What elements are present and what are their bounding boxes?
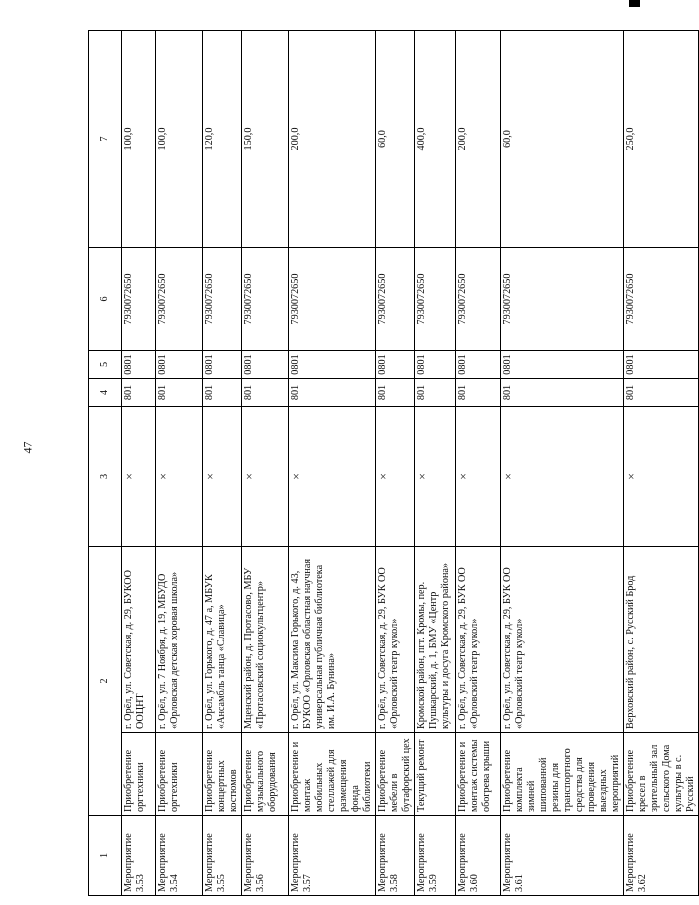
event-cell: Мероприятие 3.57 [289, 816, 376, 896]
code-cell: 7930072650 [122, 248, 156, 351]
x-cell: × [203, 407, 242, 547]
location-cell: Мценский район, д. Протасово, МБУ «Протасовский социокультцентр» [242, 547, 289, 733]
x-cell: × [156, 407, 203, 547]
amount-cell: 60,0 [501, 31, 624, 248]
code-cell: 7930072650 [624, 248, 699, 351]
amount-cell: 60,0 [376, 31, 415, 248]
table-row [376, 31, 415, 896]
header-cell: 1 [89, 816, 122, 896]
code-cell: 0801 [289, 351, 376, 379]
amount-cell: 100,0 [156, 31, 203, 248]
header-cell: 4 [89, 379, 122, 407]
amount-cell: 200,0 [289, 31, 376, 248]
x-cell: × [415, 407, 456, 547]
corner-mark [629, 0, 640, 7]
header-cell: 5 [89, 351, 122, 379]
code-cell: 0801 [203, 351, 242, 379]
code-cell: 801 [501, 379, 624, 407]
code-cell: 801 [376, 379, 415, 407]
header-cell: 3 [89, 407, 122, 547]
event-cell: Мероприятие 3.61 [501, 816, 624, 896]
x-cell: × [456, 407, 501, 547]
event-cell: Мероприятие 3.53 [122, 816, 156, 896]
code-cell: 7930072650 [242, 248, 289, 351]
table-row [242, 31, 289, 896]
amount-cell: 200,0 [456, 31, 501, 248]
amount-cell: 250,0 [624, 31, 699, 248]
table-row [415, 31, 456, 896]
name-cell: Приобретение оргтехники [122, 733, 156, 816]
code-cell: 7930072650 [415, 248, 456, 351]
x-cell: × [122, 407, 156, 547]
event-cell: Мероприятие 3.54 [156, 816, 203, 896]
name-cell: Приобретение и монтаж мобильных стеллажей для размещения фонда библиотеки [289, 733, 376, 816]
header-cell: 2 [89, 547, 122, 816]
name-cell: Приобретение оргтехники [156, 733, 203, 816]
x-cell: × [501, 407, 624, 547]
name-cell: Приобретение музыкального оборудования [242, 733, 289, 816]
header-cell: 6 [89, 248, 122, 351]
code-cell: 801 [156, 379, 203, 407]
location-cell: Кромской район, пгт. Кромы, пер. Пушкарский, д. 1, БМУ «Центр культуры и досуга Кромского района» [415, 547, 456, 733]
code-cell: 0801 [156, 351, 203, 379]
name-cell: Приобретение концертных костюмов [203, 733, 242, 816]
code-cell: 7930072650 [376, 248, 415, 351]
code-cell: 7930072650 [501, 248, 624, 351]
table-row [156, 31, 203, 896]
event-cell: Мероприятие 3.55 [203, 816, 242, 896]
table-header-row [89, 31, 122, 896]
location-cell: г. Орёл, ул. Горького, д. 47 а, МБУК «Ансамбль танца «Славица» [203, 547, 242, 733]
amount-cell: 100,0 [122, 31, 156, 248]
location-cell: г. Орёл, ул. 7 Ноября, д. 19, МБУДО «Орловская детская хоровая школа» [156, 547, 203, 733]
location-cell: г. Орёл, ул. Советская, д. 29, БУК ОО «Орловский театр кукол» [501, 547, 624, 733]
table-row [501, 31, 624, 896]
code-cell: 801 [242, 379, 289, 407]
event-cell: Мероприятие 3.56 [242, 816, 289, 896]
table-row [456, 31, 501, 896]
code-cell: 0801 [376, 351, 415, 379]
name-cell: Приобретение комплекта зимней шипованной резины для транспортного средства для проведения выездных мероприятий [501, 733, 624, 816]
location-cell: г. Орёл, ул. Максима Горького, д. 43, БУКОО «Орловская областная научная универсальная публичная библиотека им. И.А. Бунина» [289, 547, 376, 733]
table-row [122, 31, 156, 896]
code-cell: 801 [122, 379, 156, 407]
location-cell: г. Орёл, ул. Советская, д. 29, БУК ОО «Орловский театр кукол» [456, 547, 501, 733]
location-cell: Верховский район, с. Русский Брод [624, 547, 699, 733]
x-cell: × [242, 407, 289, 547]
name-cell: Текущий ремонт [415, 733, 456, 816]
code-cell: 801 [624, 379, 699, 407]
header-cell: 7 [89, 31, 122, 248]
code-cell: 7930072650 [289, 248, 376, 351]
code-cell: 7930072650 [203, 248, 242, 351]
table-row [203, 31, 242, 896]
table-row [289, 31, 376, 896]
code-cell: 0801 [456, 351, 501, 379]
code-cell: 7930072650 [156, 248, 203, 351]
code-cell: 0801 [624, 351, 699, 379]
code-cell: 0801 [242, 351, 289, 379]
event-cell: Мероприятие 3.60 [456, 816, 501, 896]
name-cell: Приобретение кресел в зрительный зал сельского Дома культуры в с. Русский [624, 733, 699, 816]
location-cell: г. Орёл, ул. Советская, д. 29, БУКОО ООЦНТ [122, 547, 156, 733]
rotated-table-area [88, 31, 696, 896]
code-cell: 801 [203, 379, 242, 407]
budget-table [88, 30, 699, 896]
amount-cell: 120,0 [203, 31, 242, 248]
page-number: 47 [20, 441, 35, 454]
event-cell: Мероприятие 3.62 [624, 816, 699, 896]
code-cell: 7930072650 [456, 248, 501, 351]
amount-cell: 400,0 [415, 31, 456, 248]
code-cell: 0801 [501, 351, 624, 379]
code-cell: 801 [415, 379, 456, 407]
x-cell: × [624, 407, 699, 547]
code-cell: 0801 [122, 351, 156, 379]
code-cell: 801 [456, 379, 501, 407]
event-cell: Мероприятие 3.58 [376, 816, 415, 896]
name-cell: Приобретение и монтаж системы обогрева крыши [456, 733, 501, 816]
name-cell: Приобретение мебели в бутафорский цех [376, 733, 415, 816]
x-cell: × [289, 407, 376, 547]
location-cell: г. Орёл, ул. Советская, д. 29, БУК ОО «Орловский театр кукол» [376, 547, 415, 733]
event-cell: Мероприятие 3.59 [415, 816, 456, 896]
table-row [624, 31, 699, 896]
code-cell: 0801 [415, 351, 456, 379]
amount-cell: 150,0 [242, 31, 289, 248]
code-cell: 801 [289, 379, 376, 407]
x-cell: × [376, 407, 415, 547]
